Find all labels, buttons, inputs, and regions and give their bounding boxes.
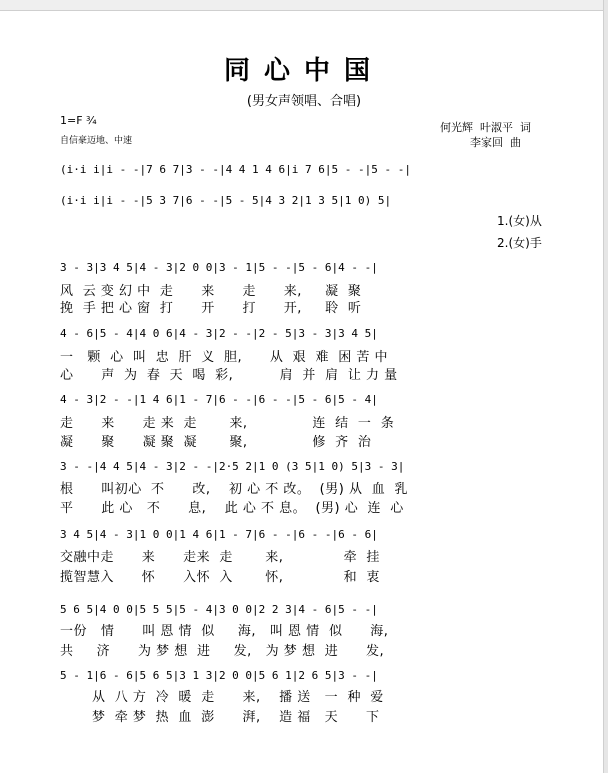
vertical-scrollbar[interactable] [603, 0, 608, 773]
intro-notes-2: (i·i i|i - -|5 3 7|6 - -|5 - 5|4 3 2|1 3 5|1 0) 5| [60, 194, 392, 207]
system-2-lyric-2: 心 声 为 春 天 喝 彩, 肩 并 肩 让 力 量 [60, 368, 398, 383]
system-3-notes: 4 - 3|2 - -|1 4 6|1 - 7|6 - -|6 - -|5 - 6|5 - 4| [60, 393, 378, 406]
system-4-notes: 3 - -|4 4 5|4 - 3|2 - -|2·5 2|1 0 (3 5|1 0) 5|3 - 3| [60, 460, 405, 473]
system-5-lyric-2: 揽智慧入 怀 入怀 入 怀, 和 衷 [60, 570, 380, 585]
system-1-lyric-1: 风 云 变 幻 中 走 来 走 来, 凝 聚 [60, 284, 362, 299]
system-6-lyric-2: 共 济 为 梦 想 进 发, 为 梦 想 进 发, [60, 644, 385, 659]
system-2-notes: 4 - 6|5 - 4|4 0 6|4 - 3|2 - -|2 - 5|3 - 3|3 4 5| [60, 327, 378, 340]
window-top-bar [0, 0, 608, 11]
song-subtitle: (男女声领唱、合唱) [246, 94, 362, 109]
system-3-lyric-1: 走 来 走 来 走 来, 连 结 一 条 [60, 416, 395, 431]
system-3-lyric-2: 凝 聚 凝 聚 凝 聚, 修 齐 治 [60, 435, 372, 450]
verse-label-2: 2.(女)手 [497, 236, 542, 250]
system-6-notes: 5 6 5|4 0 0|5 5 5|5 - 4|3 0 0|2 2 3|4 - 6|5 - -| [60, 603, 378, 616]
system-5-lyric-1: 交融中走 来 走来 走 来, 牵 挂 [60, 550, 380, 565]
verse-label-1: 1.(女)从 [497, 214, 542, 228]
system-6-lyric-1: 一份 情 叫 恩 情 似 海, 叫 恩 情 似 海, [60, 624, 389, 639]
system-4-lyric-1: 根 叫初心 不 改, 初 心 不 改。 (男) 从 血 乳 [60, 482, 408, 497]
composer-credit: 李家回 曲 [470, 136, 521, 149]
system-7-lyric-1: 从 八 方 冷 暖 走 来, 播 送 一 种 爱 [92, 690, 384, 705]
intro-notes-1: (i·i i|i - -|7 6 7|3 - -|4 4 1 4 6|i 7 6|5 - -|5 - -| [60, 163, 411, 176]
system-5-notes: 3 4 5|4 - 3|1 0 0|1 4 6|1 - 7|6 - -|6 - -|6 - 6| [60, 528, 378, 541]
key-signature: 1=F ¾ [60, 114, 97, 127]
system-7-notes: 5 - 1|6 - 6|5 6 5|3 1 3|2 0 0|5 6 1|2 6 5|3 - -| [60, 669, 378, 682]
system-4-lyric-2: 平 此 心 不 息, 此 心 不 息。 (男) 心 连 心 [60, 501, 404, 516]
system-7-lyric-2: 梦 牵 梦 热 血 澎 湃, 造 福 天 下 [92, 710, 380, 725]
lyricist-credit: 何光辉 叶淑平 词 [440, 121, 531, 134]
tempo-marking: 自信豪迈地、中速 [60, 136, 133, 146]
system-2-lyric-1: 一 颗 心 叫 忠 肝 义 胆, 从 艰 难 困 苦 中 [60, 350, 388, 365]
system-1-notes: 3 - 3|3 4 5|4 - 3|2 0 0|3 - 1|5 - -|5 - 6|4 - -| [60, 261, 378, 274]
song-title: 同心中国 [223, 56, 384, 86]
system-1-lyric-2: 挽 手 把 心 窗 打 开 打 开, 聆 听 [60, 301, 362, 316]
